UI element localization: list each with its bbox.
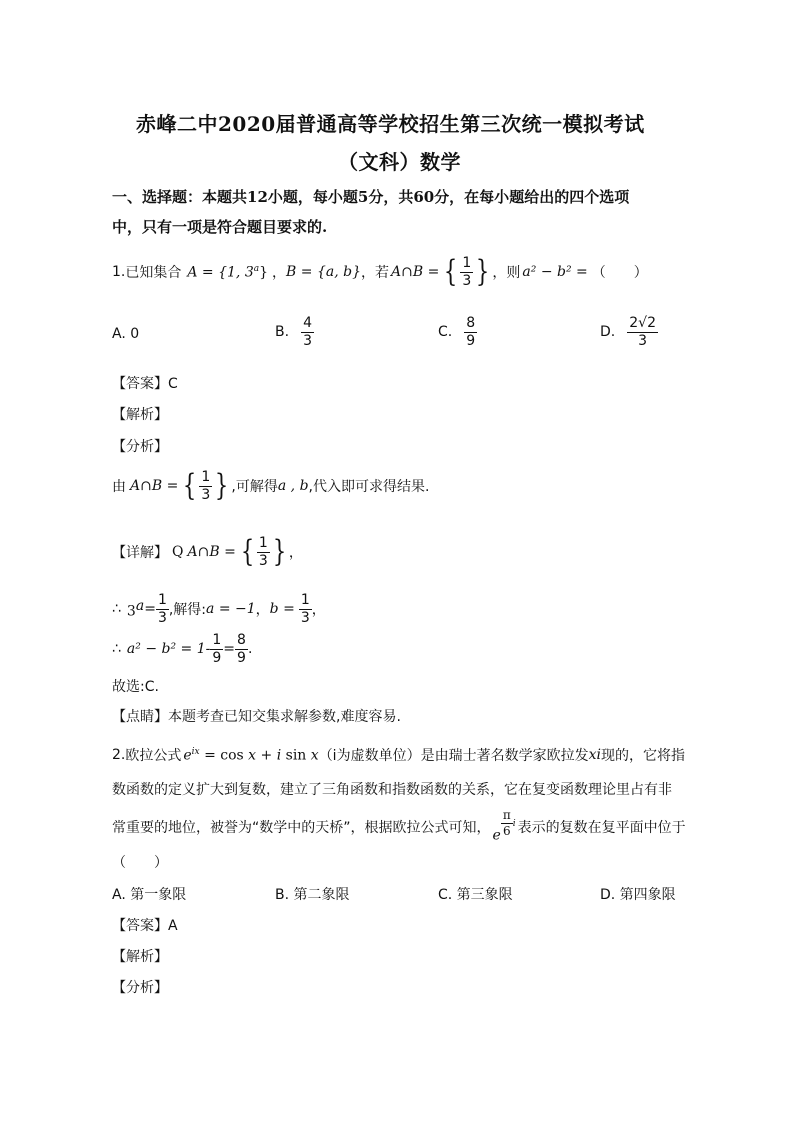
q2-option-c: C. 第三象限 (438, 887, 513, 903)
q2-analysis-tag: 【解析】 (112, 949, 168, 965)
q1-option-b: B. $\frac{4}{3}$ (275, 315, 312, 349)
q1-stem-text-b: ，若 (360, 265, 389, 282)
q1-analysis-tag: 【解析】 (112, 407, 168, 423)
q2-line2: 数函数的定义扩大到复数，建立了三角函数和指数函数的关系，它在复变函数理论里占有非 (112, 782, 672, 798)
q1-conclusion: 故选:C. (112, 679, 159, 695)
q1-intersection: A∩B = (390, 264, 440, 281)
q1-stem: 1. 已知集合 A = {1, 3$^a$} ， B = {a, b} ，若 A∩B = { $\frac{1}{3}$ } ，则 a² − b² = （ ） (112, 254, 648, 290)
q1-option-a: A. 0 (112, 326, 140, 342)
q1-number: 1. (112, 264, 126, 281)
q1-fenxi-text: 由 A∩B = { $\frac{1}{3}$ } ,可解得 a , b ,代入即可求得结果. (112, 468, 430, 504)
q1-stem-text-c: ，则 (492, 265, 521, 282)
q1-set-a: A = {1, 3$^a$} (187, 263, 269, 281)
page-subtitle: （文科）数学 (338, 150, 461, 174)
q1-stem-text-a: 已知集合 (125, 265, 182, 282)
q2-option-a: A. 第一象限 (112, 887, 187, 903)
q1-answer: 【答案】C (112, 376, 178, 392)
q2-answer: 【答案】A (112, 918, 178, 934)
q1-dianjing: 【点睛】本题考查已知交集求解参数,难度容易. (112, 709, 401, 725)
q2-line1: 2. 欧拉公式 $e^{ix} = \cos x + i$ sin x （i为虚数单位）是由瑞士著名数学家欧拉发 xi 现的，它将指 (112, 746, 685, 764)
q1-paren: （ ） (591, 265, 648, 282)
q1-step1: ∴ 3$^a$ = $\frac{1}{3}$ ,解得: a = −1 ， b = $\frac{1}{3}$ ， (112, 592, 326, 626)
q2-line3: 常重要的地位，被誉为“数学中的天桥”，根据欧拉公式可知， e $^{\frac{\pi}{6} i}$ 表示的复数在复平面中位于 (112, 808, 686, 844)
page-title: 赤峰二中2020届普通高等学校招生第三次统一模拟考试 (136, 112, 645, 136)
q1-fenxi-tag: 【分析】 (112, 439, 168, 455)
q1-expression: a² − b² = (522, 264, 588, 281)
q1-option-d: D. $\frac{2√2}{3}$ (600, 315, 656, 349)
q1-intersection-set: { $\frac{1}{3}$ } (444, 254, 490, 290)
q1-detail-line: 【详解】 Q A∩B = { $\frac{1}{3}$ } ， (112, 534, 303, 570)
q2-fenxi-tag: 【分析】 (112, 980, 168, 996)
q1-set-b: B = {a, b} (286, 264, 361, 281)
q2-option-d: D. 第四象限 (600, 887, 676, 903)
q2-option-b: B. 第二象限 (275, 887, 350, 903)
q1-option-c: C. $\frac{8}{9}$ (438, 315, 476, 349)
q2-paren: （ ） (112, 855, 168, 871)
q1-step2: ∴ a² − b² = 1- $\frac{1}{9}$ = $\frac{8}{9}$ . (112, 632, 253, 666)
section-header-line2: 中，只有一项是符合题目要求的. (112, 218, 328, 236)
section-header-line1: 一、选择题：本题共12小题，每小题5分，共60分，在每小题给出的四个选项 (112, 188, 630, 206)
